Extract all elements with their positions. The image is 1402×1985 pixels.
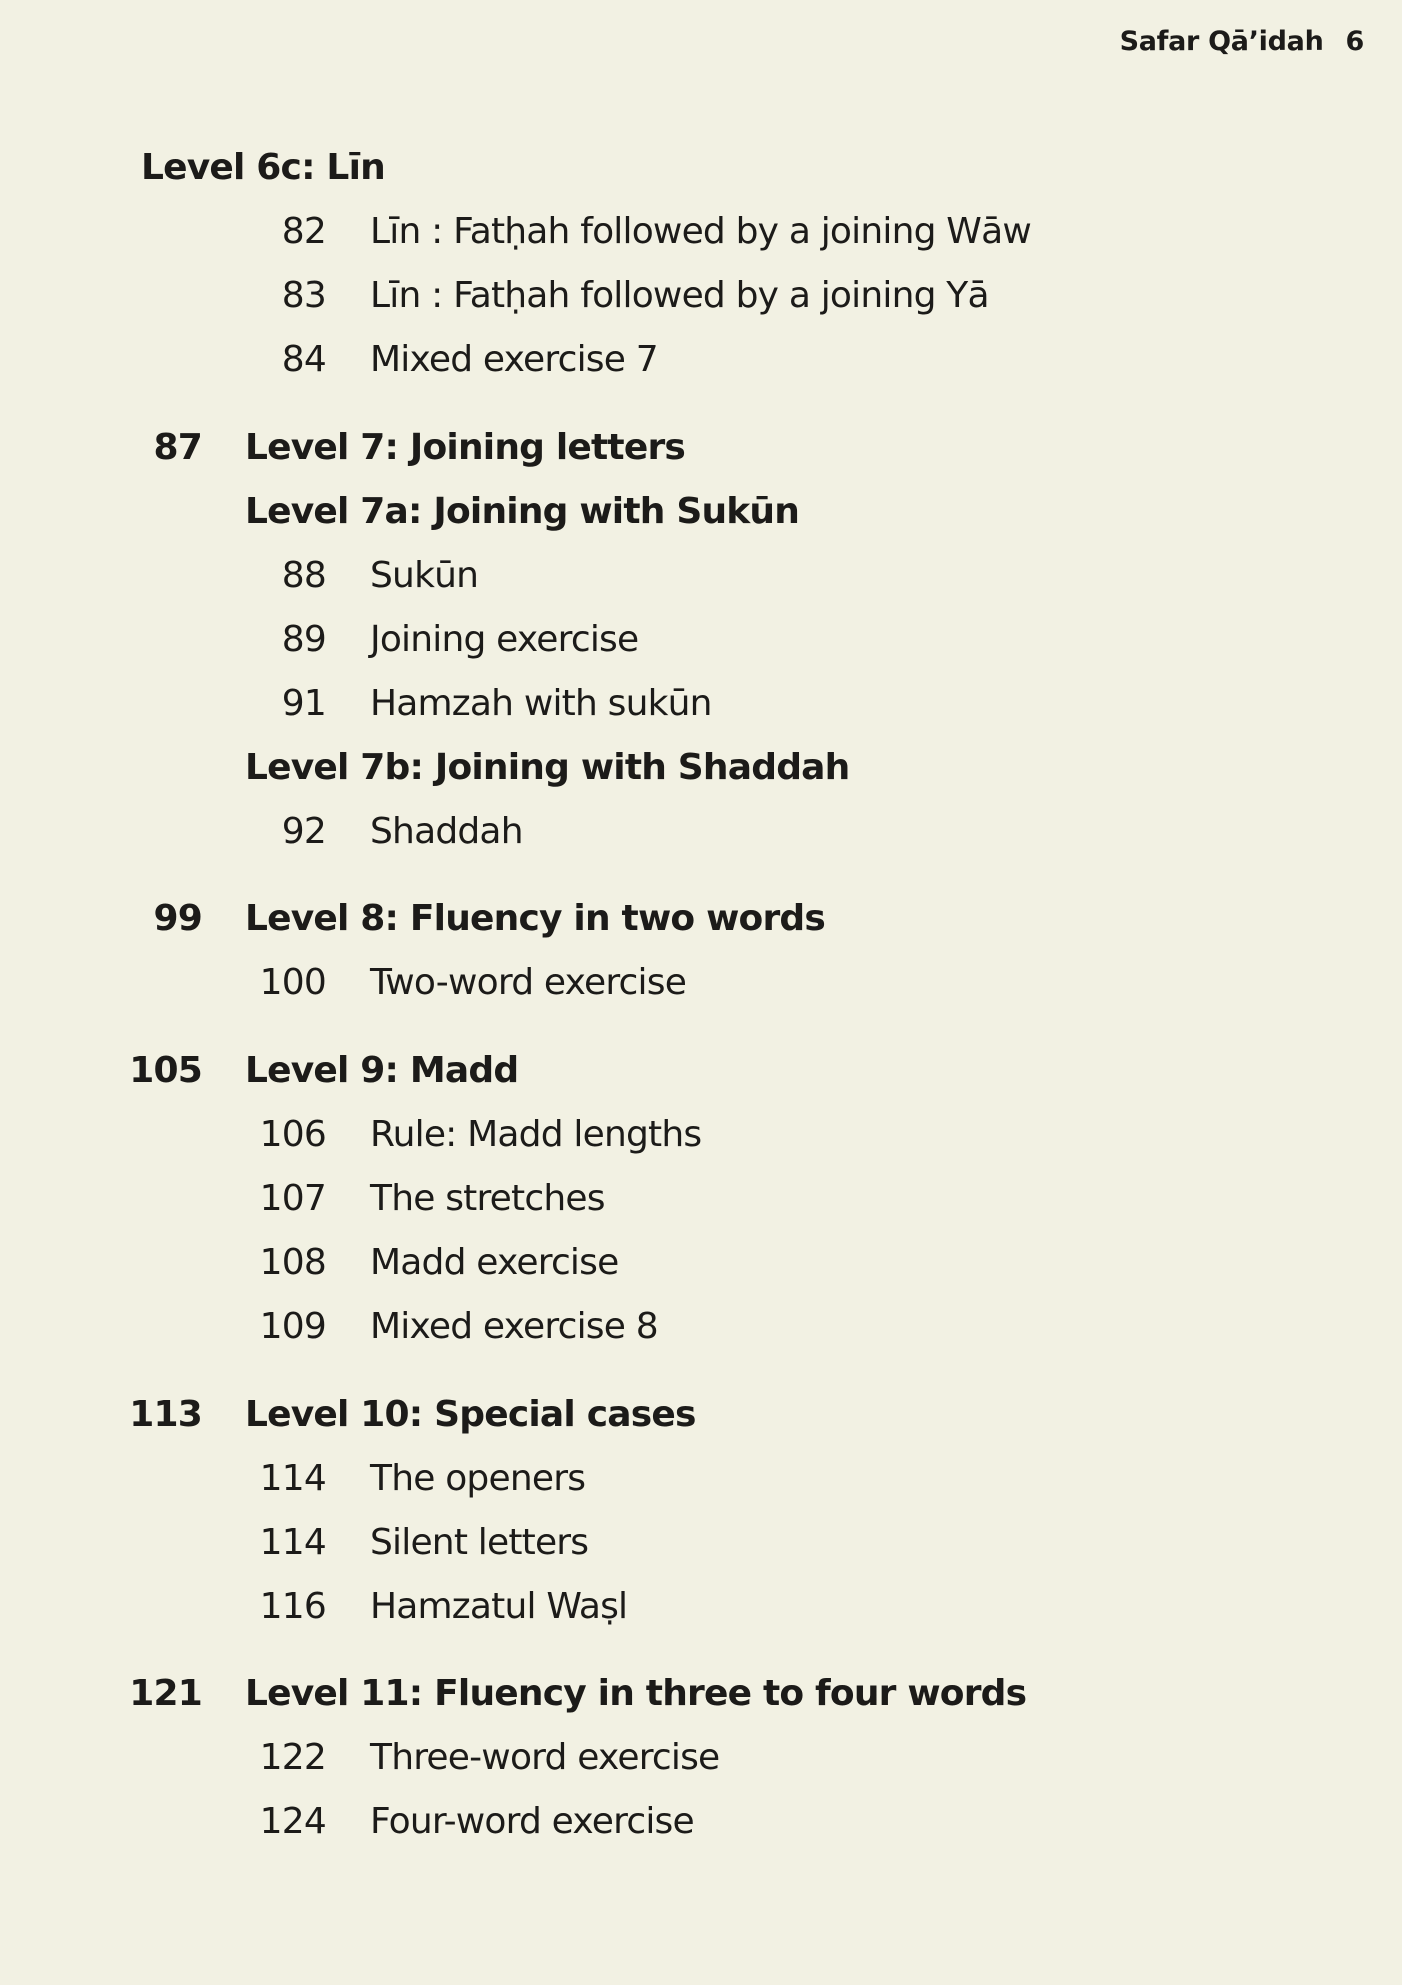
toc-item-label[interactable]: Two-word exercise <box>370 962 687 1003</box>
toc-item-page: 83 <box>281 275 326 316</box>
toc-item-page: 114 <box>259 1458 326 1499</box>
toc-level-title[interactable]: Level 7: Joining letters <box>245 427 686 468</box>
toc-item-label[interactable]: Three-word exercise <box>370 1737 720 1778</box>
toc-subsection-title[interactable]: Level 6c: Līn <box>141 147 385 188</box>
toc-item-page: 91 <box>281 683 326 724</box>
toc-item-page: 89 <box>281 619 326 660</box>
book-title: Safar Qā’idah <box>1119 26 1324 57</box>
toc-item-page: 84 <box>281 339 326 380</box>
toc-item-label[interactable]: Joining exercise <box>370 619 639 660</box>
toc-item-label[interactable]: Mixed exercise 7 <box>370 339 658 380</box>
toc-subsection-title[interactable]: Level 7b: Joining with Shaddah <box>245 747 850 788</box>
toc-item-page: 109 <box>259 1306 326 1347</box>
toc-item-label[interactable]: The stretches <box>370 1178 605 1219</box>
toc-item-label[interactable]: Mixed exercise 8 <box>370 1306 658 1347</box>
toc-level-title[interactable]: Level 10: Special cases <box>245 1394 696 1435</box>
toc-item-page: 106 <box>259 1114 326 1155</box>
toc-level-page: 105 <box>129 1050 202 1091</box>
toc-item-page: 107 <box>259 1178 326 1219</box>
toc-item-page: 100 <box>259 962 326 1003</box>
toc-item-label[interactable]: Līn : Fatḥah followed by a joining Wāw <box>370 211 1031 252</box>
toc-item-page: 108 <box>259 1242 326 1283</box>
toc-item-page: 124 <box>259 1801 326 1842</box>
toc-item-label[interactable]: The openers <box>370 1458 586 1499</box>
toc-level-title[interactable]: Level 11: Fluency in three to four words <box>245 1673 1027 1714</box>
toc-item-label[interactable]: Silent letters <box>370 1522 589 1563</box>
toc-item-page: 116 <box>259 1586 326 1627</box>
toc-item-page: 122 <box>259 1737 326 1778</box>
toc-level-page: 87 <box>153 427 202 468</box>
toc-level-title[interactable]: Level 9: Madd <box>245 1050 519 1091</box>
toc-level-page: 121 <box>129 1673 202 1714</box>
toc-item-page: 114 <box>259 1522 326 1563</box>
toc-item-label[interactable]: Līn : Fatḥah followed by a joining Yā <box>370 275 989 316</box>
toc-level-page: 99 <box>153 898 202 939</box>
toc-level-page: 113 <box>129 1394 202 1435</box>
toc-item-label[interactable]: Shaddah <box>370 811 523 852</box>
toc-subsection-title[interactable]: Level 7a: Joining with Sukūn <box>245 491 800 532</box>
toc-item-page: 92 <box>281 811 326 852</box>
toc-item-page: 82 <box>281 211 326 252</box>
toc-item-label[interactable]: Rule: Madd lengths <box>370 1114 702 1155</box>
toc-item-label[interactable]: Hamzah with sukūn <box>370 683 712 724</box>
toc-item-label[interactable]: Madd exercise <box>370 1242 619 1283</box>
toc-item-label[interactable]: Hamzatul Waṣl <box>370 1586 628 1627</box>
toc-item-page: 88 <box>281 555 326 596</box>
page-number: 6 <box>1345 26 1364 57</box>
toc-level-title[interactable]: Level 8: Fluency in two words <box>245 898 826 939</box>
toc-item-label[interactable]: Four-word exercise <box>370 1801 694 1842</box>
toc-item-label[interactable]: Sukūn <box>370 555 479 596</box>
